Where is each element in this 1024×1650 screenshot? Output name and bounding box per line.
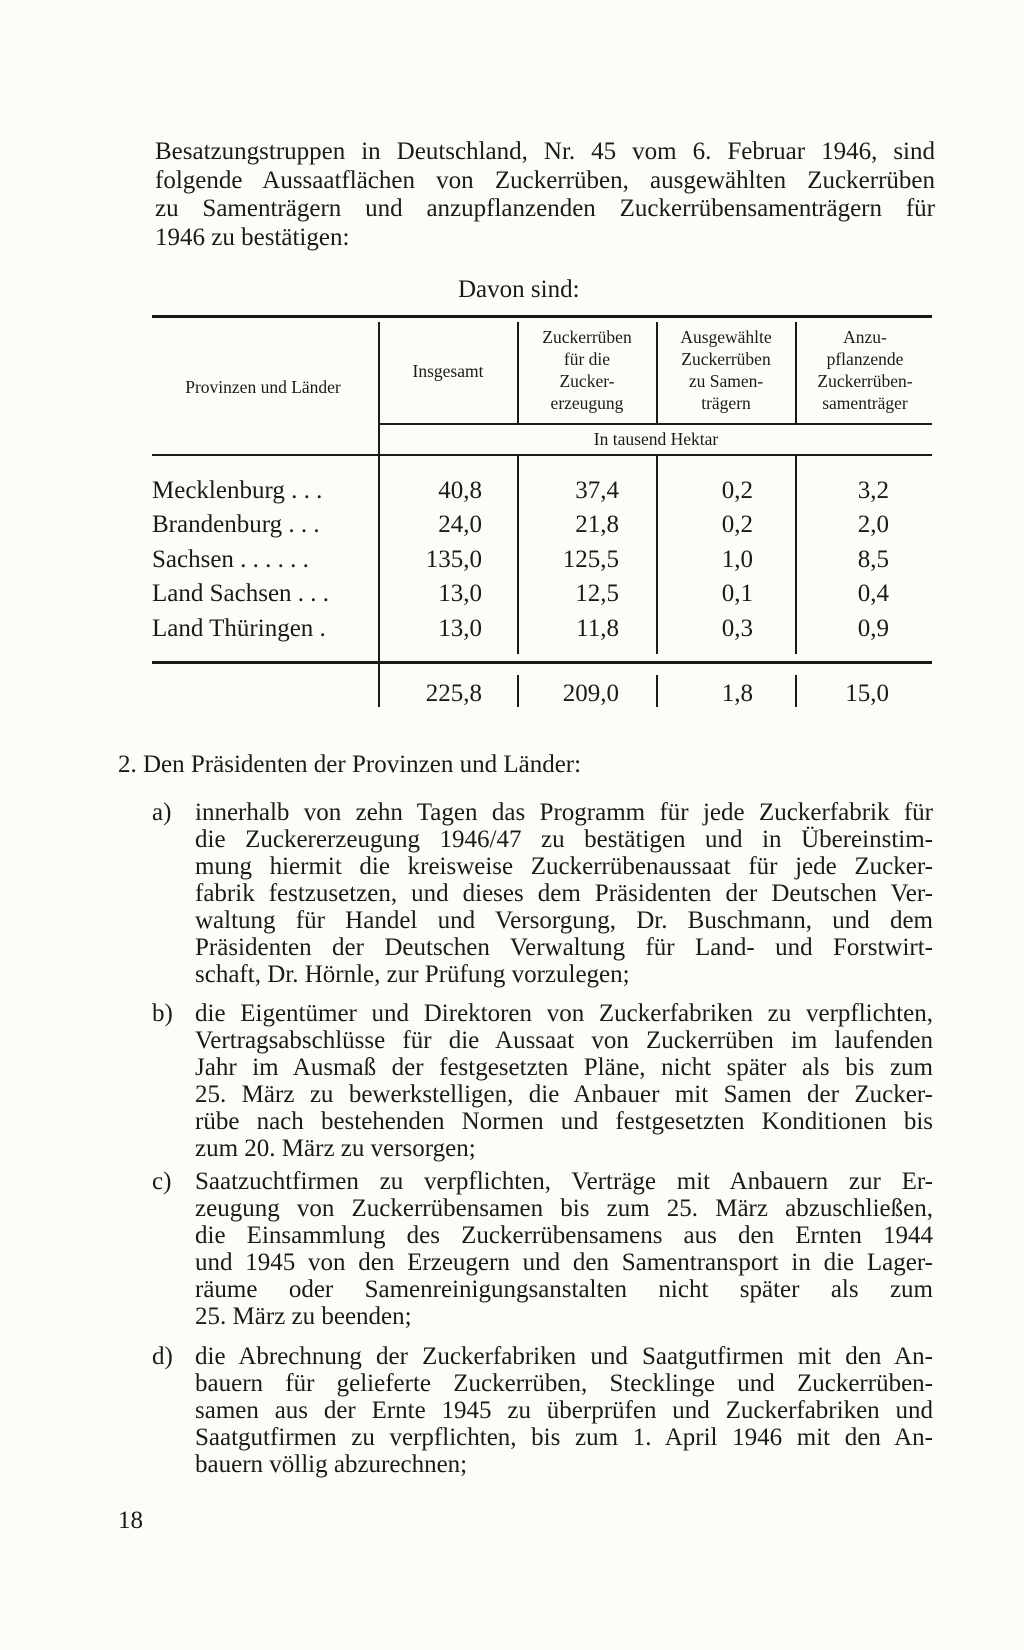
- row-total: 40,8: [438, 477, 482, 504]
- row-plant: 8,5: [857, 546, 889, 573]
- row-name: Land Sachsen . . .: [152, 580, 330, 607]
- row-plant: 3,2: [857, 477, 889, 504]
- page-number: 18: [118, 1507, 143, 1534]
- item-line: mung hiermit die kreisweise Zuckerrübenaussaat für jede Zucker-: [195, 853, 933, 880]
- item-label: d): [152, 1343, 173, 1370]
- row-name: Brandenburg . . .: [152, 511, 320, 538]
- item-text: [195, 1000, 933, 1162]
- item-line: und 1945 von den Erzeugern und den Samentransport in die Lager-: [195, 1249, 933, 1276]
- item-line: Vertragsabschlüsse für die Aussaat von Zuckerrüben im laufenden: [195, 1027, 933, 1054]
- sum-selected: 1,8: [721, 680, 753, 707]
- row-selected: 0,2: [721, 477, 753, 504]
- item-line: samen aus der Ernte 1945 zu überprüfen und Zuckerfabriken und: [195, 1397, 933, 1424]
- section-heading: 2. Den Präsidenten der Provinzen und Länder:: [118, 751, 582, 778]
- item-label: b): [152, 1000, 173, 1027]
- row-selected: 0,2: [721, 511, 753, 538]
- item-text: [195, 1168, 933, 1330]
- row-plant: 0,4: [857, 580, 889, 607]
- intro-line: zu Samenträgern und anzupflanzenden Zuckerrübensamenträgern für: [155, 195, 935, 222]
- header-line: Ausgewählte: [680, 327, 772, 347]
- row-sugar: 125,5: [562, 546, 619, 573]
- row-total: 13,0: [438, 580, 482, 607]
- intro-line: folgende Aussaatflächen von Zuckerrüben, ausgewählten Zuckerrüben: [155, 166, 935, 194]
- header-line: pflanzende: [826, 349, 904, 369]
- item-line: Saatzuchtfirmen zu verpflichten, Verträge mit Anbauern zur Er-: [195, 1168, 933, 1195]
- item-line: 25. März zu beenden;: [195, 1303, 412, 1330]
- table-header-bottom-rule: [152, 454, 932, 456]
- header-line: samenträger: [822, 393, 908, 413]
- item-text: [195, 1343, 933, 1478]
- row-total: 24,0: [438, 511, 482, 538]
- item-line: zum 20. März zu versorgen;: [195, 1135, 476, 1162]
- item-line: zeugung von Zuckerrübensamen bis zum 25. März abzuschließen,: [195, 1195, 933, 1222]
- item-line: die Abrechnung der Zuckerfabriken und Saatgutfirmen mit den An-: [195, 1343, 933, 1370]
- item-line: Saatgutfirmen zu verpflichten, bis zum 1. April 1946 mit den An-: [195, 1424, 933, 1451]
- item-line: Präsidenten der Deutschen Verwaltung für Land- und Forstwirt-: [195, 934, 933, 961]
- table-unit-rule: [378, 423, 932, 425]
- header-line: Anzu-: [843, 327, 887, 347]
- intro-line: Besatzungstruppen in Deutschland, Nr. 45 vom 6. Februar 1946, sind: [155, 138, 935, 165]
- header-unit: In tausend Hektar: [593, 429, 719, 449]
- row-sugar: 37,4: [575, 477, 619, 504]
- header-selected: [658, 326, 794, 414]
- row-name: Sachsen . . . . . .: [152, 546, 309, 573]
- row-total: 135,0: [425, 546, 482, 573]
- table-sum-rule: [152, 661, 932, 664]
- sum-sugar: 209,0: [562, 680, 619, 707]
- item-line: rübe nach bestehenden Normen und festgesetzten Konditionen bis: [195, 1108, 933, 1135]
- header-row-label: Provinzen und Länder: [185, 377, 341, 397]
- row-sugar: 21,8: [575, 511, 619, 538]
- header-sugar: [519, 326, 655, 414]
- row-sugar: 11,8: [576, 615, 619, 642]
- intro-line: 1946 zu bestätigen:: [155, 223, 350, 251]
- item-line: innerhalb von zehn Tagen das Programm für jede Zuckerfabrik für: [195, 799, 933, 826]
- header-total: Insgesamt: [412, 361, 484, 381]
- item-label: a): [152, 799, 172, 826]
- item-line: waltung für Handel und Versorgung, Dr. Buschmann, und dem: [195, 907, 933, 934]
- table-top-rule: [152, 315, 932, 318]
- row-name: Land Thüringen .: [152, 615, 326, 642]
- row-selected: 1,0: [721, 546, 753, 573]
- row-plant: 2,0: [857, 511, 889, 538]
- header-line: trägern: [701, 393, 751, 413]
- item-line: die Zuckererzeugung 1946/47 zu bestätigen und in Übereinstim-: [195, 826, 933, 853]
- row-plant: 0,9: [857, 615, 889, 642]
- item-line: schaft, Dr. Hörnle, zur Prüfung vorzulegen;: [195, 961, 630, 988]
- sum-plant: 15,0: [845, 680, 889, 707]
- header-line: Zuckerrüben: [681, 349, 771, 369]
- item-line: die Eigentümer und Direktoren von Zuckerfabriken zu verpflichten,: [195, 1000, 933, 1027]
- item-line: bauern für gelieferte Zuckerrüben, Stecklinge und Zuckerrüben-: [195, 1370, 933, 1397]
- item-text: [195, 799, 933, 988]
- header-line: Zuckerrüben-: [817, 371, 913, 391]
- item-line: Jahr im Ausmaß der festgesetzten Pläne, nicht später als bis zum: [195, 1054, 933, 1081]
- item-label: c): [152, 1168, 172, 1195]
- intro-paragraph: [155, 138, 935, 252]
- sum-total: 225,8: [425, 680, 482, 707]
- item-line: 25. März zu bewerkstelligen, die Anbauer mit Samen der Zucker-: [195, 1081, 933, 1108]
- table-caption: Davon sind:: [458, 276, 580, 303]
- header-line: für die: [563, 349, 611, 369]
- item-line: die Einsammlung des Zuckerrübensamens aus den Ernten 1944: [195, 1222, 933, 1249]
- header-line: zu Samen-: [688, 371, 764, 391]
- item-line: fabrik festzusetzen, und dieses dem Präsidenten der Deutschen Ver-: [195, 880, 933, 907]
- item-line: räume oder Samenreinigungsanstalten nicht später als zum: [195, 1276, 933, 1303]
- row-selected: 0,1: [721, 580, 753, 607]
- row-name: Mecklenburg . . .: [152, 477, 323, 504]
- row-total: 13,0: [438, 615, 482, 642]
- header-line: erzeugung: [550, 393, 624, 413]
- header-line: Zucker-: [559, 371, 615, 391]
- row-selected: 0,3: [721, 615, 753, 642]
- row-sugar: 12,5: [575, 580, 619, 607]
- header-line: Zuckerrüben: [542, 327, 632, 347]
- header-plant: [797, 326, 933, 414]
- item-line: bauern völlig abzurechnen;: [195, 1451, 468, 1478]
